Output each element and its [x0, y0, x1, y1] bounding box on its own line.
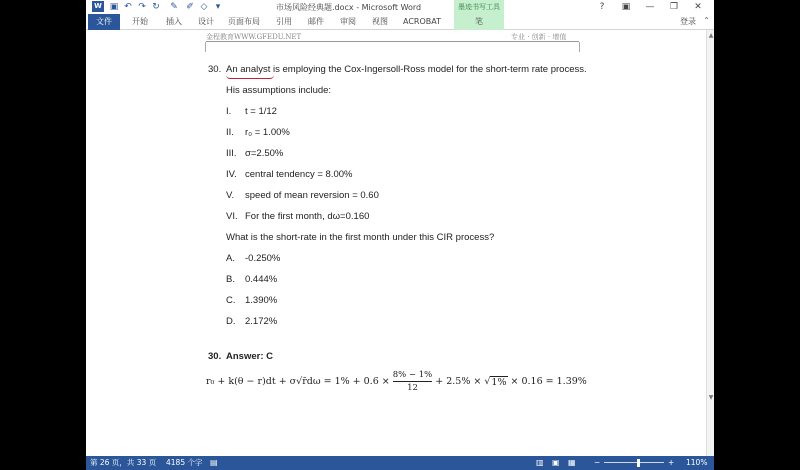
tab-review[interactable]: 审阅: [340, 17, 356, 26]
assumption-text: σ=2.50%: [245, 148, 284, 159]
question-number: 30.: [208, 64, 222, 75]
zoom-level[interactable]: 110%: [686, 458, 708, 467]
formula-right: × 0.16 = 1.39%: [510, 376, 587, 387]
formula-fraction: [393, 370, 433, 393]
zoom-slider-track[interactable]: [604, 462, 664, 463]
choice-letter: C.: [226, 295, 236, 306]
left-black-margin: [0, 0, 86, 470]
tab-acrobat[interactable]: ACROBAT: [403, 17, 441, 26]
page-corner-mark-right: [579, 42, 589, 52]
minimize-button[interactable]: —: [645, 2, 655, 12]
eraser-icon[interactable]: ◇: [200, 2, 208, 12]
login-link[interactable]: 登录: [680, 17, 696, 26]
assumptions-intro: His assumptions include:: [226, 85, 332, 96]
zoom-out-icon[interactable]: −: [594, 458, 601, 467]
scroll-down-icon[interactable]: ▼: [708, 394, 714, 401]
assumption-text: central tendency = 8.00%: [245, 169, 353, 180]
choice-text: 1.390%: [245, 295, 278, 306]
assumption-numeral: I.: [226, 106, 232, 117]
zoom-in-icon[interactable]: +: [668, 458, 675, 467]
tab-view[interactable]: 视图: [372, 17, 388, 26]
assumption-text: For the first month, dω=0.160: [245, 211, 370, 222]
ribbon-tabs: [86, 14, 714, 30]
document-page[interactable]: [86, 30, 714, 456]
answer-label: Answer: C: [226, 351, 273, 362]
customize-toolbar-icon[interactable]: ▾: [215, 2, 221, 12]
assumption-numeral: III.: [226, 148, 237, 159]
repeat-icon[interactable]: ↻: [152, 2, 160, 12]
redo-icon[interactable]: ↷: [138, 2, 146, 12]
right-black-margin: [714, 0, 800, 470]
window-controls: [590, 0, 710, 14]
read-mode-icon[interactable]: ▥: [536, 458, 544, 467]
word-count[interactable]: 4185 个字: [166, 458, 203, 467]
word-logo-icon: W: [92, 1, 104, 12]
pen-icon[interactable]: ✎: [170, 2, 178, 12]
page-corner-mark-left: [196, 42, 206, 52]
fraction-denominator: 12: [407, 383, 418, 393]
assumption-numeral: V.: [226, 190, 235, 201]
vertical-scrollbar[interactable]: [706, 30, 714, 456]
ribbon-display-button[interactable]: ▣: [621, 2, 631, 12]
status-bar: [86, 456, 714, 470]
zoom-slider-thumb[interactable]: [637, 459, 640, 467]
collapse-ribbon-icon[interactable]: ⌃: [703, 16, 710, 25]
print-layout-icon[interactable]: ▣: [552, 458, 560, 467]
choice-text: -0.250%: [245, 253, 281, 264]
help-button[interactable]: ?: [599, 2, 605, 12]
sqrt-sign: √: [484, 376, 491, 387]
save-icon[interactable]: ▣: [109, 2, 119, 12]
assumption-numeral: IV.: [226, 169, 237, 180]
undo-icon[interactable]: ↶: [124, 2, 132, 12]
formula-left: r₀ + k(θ − r)dt + σ√r̄dω = 1% + 0.6 ×: [206, 376, 390, 387]
context-tab-label: 墨迹书写工具: [454, 0, 504, 14]
window-title: 市场风险经典题.docx - Microsoft Word: [276, 3, 422, 12]
page-header-left: 金程教育WWW.GFEDU.NET: [206, 33, 302, 41]
answer-number: 30.: [208, 351, 222, 362]
tab-home[interactable]: 开始: [132, 17, 148, 26]
answer-formula: [206, 370, 587, 393]
fraction-bar: [393, 381, 433, 382]
tab-insert[interactable]: 插入: [166, 17, 182, 26]
fraction-numerator: 8% − 1%: [392, 370, 433, 380]
highlighter-icon[interactable]: ✐: [186, 2, 194, 12]
page-header-right: 专业 · 创新 · 增值: [511, 33, 567, 41]
page-count[interactable]: 第 26 页，共 33 页: [90, 458, 157, 467]
assumption-numeral: VI.: [226, 211, 238, 222]
close-button[interactable]: ✕: [694, 2, 702, 12]
proofing-icon[interactable]: ▤: [210, 458, 218, 467]
assumption-text: t = 1/12: [245, 106, 277, 117]
tab-pen[interactable]: 笔: [454, 14, 504, 30]
web-layout-icon[interactable]: ▦: [568, 458, 576, 467]
tab-file[interactable]: 文件: [88, 14, 120, 30]
word-window: [86, 0, 714, 470]
assumption-text: r₀ = 1.00%: [245, 127, 290, 138]
assumption-text: speed of mean reversion = 0.60: [245, 190, 379, 201]
tab-mailings[interactable]: 邮件: [308, 17, 324, 26]
sqrt-value: 1%: [491, 376, 507, 388]
formula-mid: + 2.5% ×: [435, 376, 482, 387]
restore-button[interactable]: ❐: [669, 2, 679, 12]
scroll-up-icon[interactable]: ▲: [708, 32, 714, 39]
assumption-numeral: II.: [226, 127, 234, 138]
tab-references[interactable]: 引用: [276, 17, 292, 26]
tab-design[interactable]: 设计: [198, 17, 214, 26]
choice-text: 2.172%: [245, 316, 278, 327]
ink-underline-annotation: [226, 75, 274, 79]
choice-letter: B.: [226, 274, 235, 285]
question-stem: An analyst is employing the Cox-Ingersoll-Ross model for the short-term rate process.: [226, 64, 587, 75]
choice-letter: D.: [226, 316, 236, 327]
choice-text: 0.444%: [245, 274, 278, 285]
question-prompt: What is the short-rate in the first month under this CIR process?: [226, 232, 495, 243]
title-bar: [86, 0, 714, 14]
choice-letter: A.: [226, 253, 235, 264]
header-divider: [206, 41, 579, 42]
tab-page-layout[interactable]: 页面布局: [228, 17, 260, 26]
